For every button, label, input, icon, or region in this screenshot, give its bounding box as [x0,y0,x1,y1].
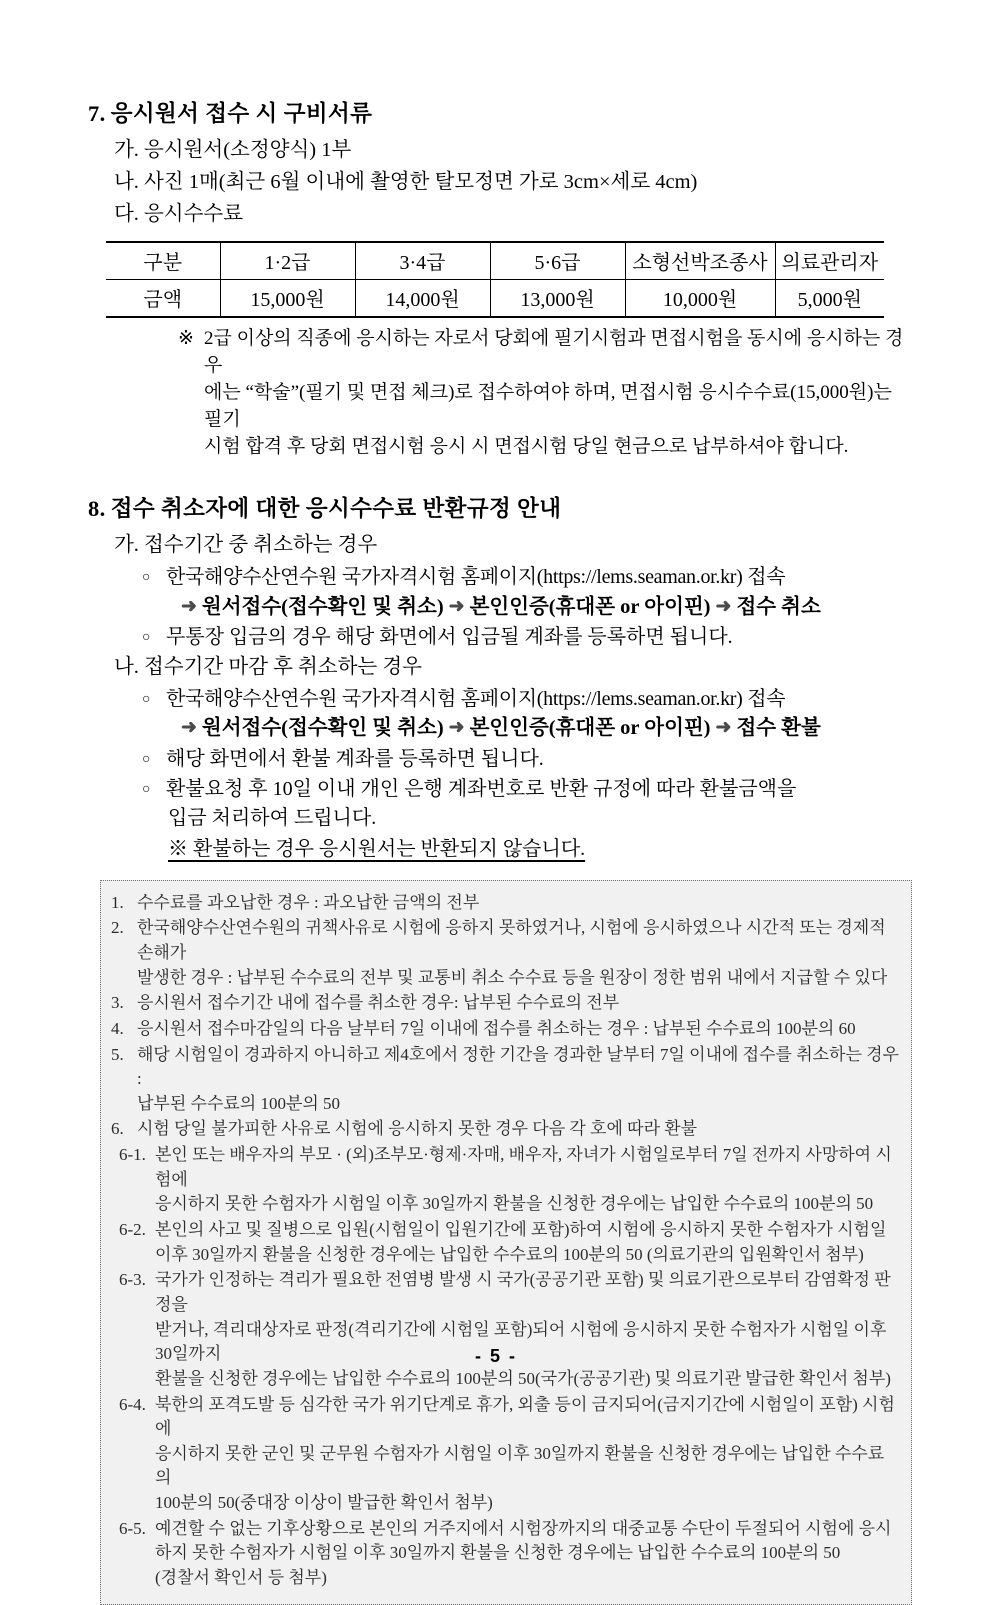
section-7-heading [88,100,910,128]
path-step-2: 본인인증(휴대폰 or 아이핀) [469,595,711,618]
refund-rules-box [100,880,912,1605]
rule-text-cont: 발생한 경우 : 납부된 수수료의 전부 및 교통비 취소 수수료 등을 원장이 정한 범위 내에서 지급할 수 있다 [137,967,888,987]
table-header-row [106,242,884,280]
path-step-3: 접수 취소 [736,595,821,618]
table-header-cell: 1·2급 [220,242,355,280]
fee-table [106,241,884,318]
path-step-3: 접수 환불 [736,717,821,740]
table-header-cell: 의료관리자 [775,242,884,280]
refund-rule-6-4 [111,1393,899,1516]
cancel-case-a-heading [88,531,910,561]
table-header-cell: 구분 [106,242,220,280]
rule-number: 2. [111,918,124,938]
table-cell-fee: 13,000원 [490,280,625,318]
rule-number: 5. [111,1044,124,1064]
bullet-text: 한국해양수산연수원 국가자격시험 홈페이지(https://lems.seaman.or.kr) 접속 [166,565,786,588]
rule-number: 6-4. [119,1394,146,1414]
fee-table-container [106,241,910,318]
arrow-right-icon: ➜ [181,595,197,617]
circle-bullet-icon: ○ [142,569,151,585]
refund-application-note-text: ※ 환불하는 경우 응시원서는 반환되지 않습니다. [168,837,586,860]
item-marker: 나. [114,170,139,193]
rule-number: 6-2. [119,1220,146,1240]
rule-text: 해당 시험일이 경과하지 아니하고 제4호에서 정한 기간을 경과한 날부터 7일 이내에 접수를 취소하는 경우 : [137,1044,899,1089]
bullet-text: 환불요청 후 10일 이내 개인 은행 계좌번호로 반환 규정에 따라 환불금액을 [166,777,797,800]
cancel-case-a-bullet-2 [88,623,910,653]
table-row [106,280,884,318]
cancel-case-b-bullet-1 [88,685,910,715]
arrow-right-icon: ➜ [448,717,465,739]
table-cell-fee: 10,000원 [625,280,775,318]
item-text: 응시원서(소정양식) 1부 [144,139,352,162]
arrow-right-icon: ➜ [715,717,732,739]
rule-text-cont: (경찰서 확인서 등 첨부) [155,1567,327,1587]
rule-number: 3. [111,993,124,1013]
item-marker: 다. [114,202,139,225]
fee-note-line-1: 2급 이상의 직종에 응시하는 자로서 당회에 필기시험과 면접시험을 동시에 응시하는 경우 [204,328,904,377]
path-step-1: 원서접수(접수확인 및 취소) [201,595,444,618]
item-marker: 나. [114,655,139,678]
fee-table-note [88,326,910,461]
arrow-right-icon: ➜ [181,717,197,739]
refund-rule-6-3 [111,1268,899,1391]
bullet-text: 해당 화면에서 환불 계좌를 등록하면 됩니다. [166,747,544,770]
refund-application-note [88,834,910,864]
refund-rule-1 [111,891,899,916]
rule-text: 본인 또는 배우자의 부모 · (외)조부모·형제·자매, 배우자, 자녀가 시험일로부터 7일 전까지 사망하여 시험에 [155,1145,892,1189]
rule-text-cont: 응시하지 못한 수험자가 시험일 이후 30일까지 환불을 신청한 경우에는 납입한 수수료의 100분의 50 [155,1194,874,1214]
table-cell-fee: 15,000원 [220,280,355,318]
rule-number: 6-3. [119,1270,146,1290]
circle-bullet-icon: ○ [142,781,151,797]
rule-text-cont: 응시하지 못한 군인 및 군무원 수험자가 시험일 이후 30일까지 환불을 신청한 경우에는 납입한 수수료의 [155,1443,885,1488]
rule-number: 6-1. [119,1145,146,1165]
fee-note-line-3: 시험 합격 후 당회 면접시험 응시 시 면접시험 당일 현금으로 납부하셔야 합니다. [204,436,849,458]
cancel-case-a-path [88,593,910,623]
table-cell-fee: 5,000원 [775,280,884,318]
cancel-case-b-heading [88,653,910,683]
fee-note-line-2: 에는 “학술”(필기 및 면접 체크)로 접수하여야 하며, 면접시험 응시수수료(15,000원)는 필기 [204,382,892,431]
section-7-item-c [88,200,910,230]
rule-number: 6. [111,1119,124,1139]
rule-number: 1. [111,892,124,912]
rule-text: 북한의 포격도발 등 심각한 국가 위기단계로 휴가, 외출 등이 금지되어(금지기간에 시험일이 포함) 시험에 [155,1394,895,1439]
refund-rule-6 [111,1117,899,1142]
section-8-number: 8. [88,496,106,522]
item-text: 접수기간 마감 후 취소하는 경우 [144,655,422,678]
path-step-2: 본인인증(휴대폰 or 아이핀) [469,717,711,740]
rule-text-cont: 100분의 50(중대장 이상이 발급한 확인서 첨부) [155,1493,493,1513]
cancel-case-b-bullet-2 [88,745,910,775]
rule-text-cont: 납부된 수수료의 100분의 50 [137,1093,341,1113]
item-text: 접수기간 중 취소하는 경우 [144,534,378,557]
rule-text: 예견할 수 없는 기후상황으로 본인의 거주지에서 시험장까지의 대중교통 수단이 두절되어 시험에 응시 [155,1518,892,1538]
reference-mark-icon: ※ [178,328,194,350]
rule-text-cont: 환불을 신청한 경우에는 납입한 수수료의 100분의 50(국가(공공기관) 및 의료기관 발급한 확인서 첨부) [155,1368,891,1388]
section-8-heading [88,495,910,523]
rule-text: 국가가 인정하는 격리가 필요한 전염병 발생 시 국가(공공기관 포함) 및 의료기관으로부터 감염확정 판정을 [155,1270,891,1314]
rule-text-cont: 하지 못한 수험자가 시험일 이후 30일까지 환불을 신청한 경우에는 납입한 수수료의 100분의 50 [155,1543,841,1563]
table-header-cell: 3·4급 [355,242,490,280]
rule-text-cont: 받거나, 격리대상자로 판정(격리기간에 시험일 포함)되어 시험에 응시하지 못한 수험자가 시험일 이후 30일까지 [155,1319,887,1364]
rule-number: 4. [111,1018,124,1038]
cancel-case-a-bullet-1 [88,563,910,593]
circle-bullet-icon: ○ [142,691,151,707]
rule-text: 한국해양수산연수원의 귀책사유로 시험에 응하지 못하였거나, 시험에 응시하였으나 시간적 또는 경제적 손해가 [137,918,886,962]
rule-text: 시험 당일 불가피한 사유로 시험에 응시하지 못한 경우 다음 각 호에 따라 환불 [137,1119,698,1139]
section-8-title: 접수 취소자에 대한 응시수수료 반환규정 안내 [110,496,562,522]
item-text: 응시수수료 [144,202,244,225]
refund-rule-6-1 [111,1143,899,1217]
section-7-title: 응시원서 접수 시 구비서류 [110,101,373,126]
rule-text: 수수료를 과오납한 경우 : 과오납한 금액의 전부 [137,892,480,912]
section-7-item-a [88,136,910,166]
bullet-text: 한국해양수산연수원 국가자격시험 홈페이지(https://lems.seaman.or.kr) 접속 [166,687,786,710]
item-text: 사진 1매(최근 6월 이내에 촬영한 탈모정면 가로 3cm×세로 4cm) [144,170,698,193]
rule-text: 본인의 사고 및 질병으로 입원(시험일이 입원기간에 포함)하여 시험에 응시하지 못한 수험자가 시험일 [155,1220,887,1240]
table-row-label: 금액 [106,280,220,318]
spacer [88,461,910,495]
arrow-right-icon: ➜ [715,595,732,617]
table-header-cell: 소형선박조종사 [625,242,775,280]
rule-text-cont: 이후 30일까지 환불을 신청한 경우에는 납입한 수수료의 100분의 50 (의료기관의 입원확인서 첨부) [155,1244,864,1264]
bullet-text: 무통장 입금의 경우 해당 화면에서 입금될 계좌를 등록하면 됩니다. [166,626,733,649]
refund-rule-6-2 [111,1218,899,1267]
refund-rule-5 [111,1043,899,1117]
table-header-cell: 5·6급 [490,242,625,280]
rule-text: 응시원서 접수마감일의 다음 날부터 7일 이내에 접수를 취소하는 경우 : 납부된 수수료의 100분의 60 [137,1018,856,1038]
refund-rule-2 [111,916,899,990]
arrow-right-icon: ➜ [448,595,465,617]
refund-rule-3 [111,991,899,1016]
refund-rule-6-5 [111,1517,899,1591]
circle-bullet-icon: ○ [142,630,151,646]
page-number: - 5 - [474,1346,517,1366]
cancel-case-b-bullet-3-cont: 입금 처리하여 드립니다. [168,807,377,830]
rule-text: 응시원서 접수기간 내에 접수를 취소한 경우: 납부된 수수료의 전부 [137,993,620,1013]
section-7-number: 7. [88,101,106,126]
cancel-case-b-path [88,714,910,744]
item-marker: 가. [114,534,139,557]
circle-bullet-icon: ○ [142,751,151,767]
section-7-item-b [88,168,910,198]
path-step-1: 원서접수(접수확인 및 취소) [201,717,444,740]
item-marker: 가. [114,139,139,162]
refund-rule-4 [111,1017,899,1042]
cancel-case-b-bullet-3 [88,775,910,805]
rule-number: 6-5. [119,1518,146,1538]
table-cell-fee: 14,000원 [355,280,490,318]
